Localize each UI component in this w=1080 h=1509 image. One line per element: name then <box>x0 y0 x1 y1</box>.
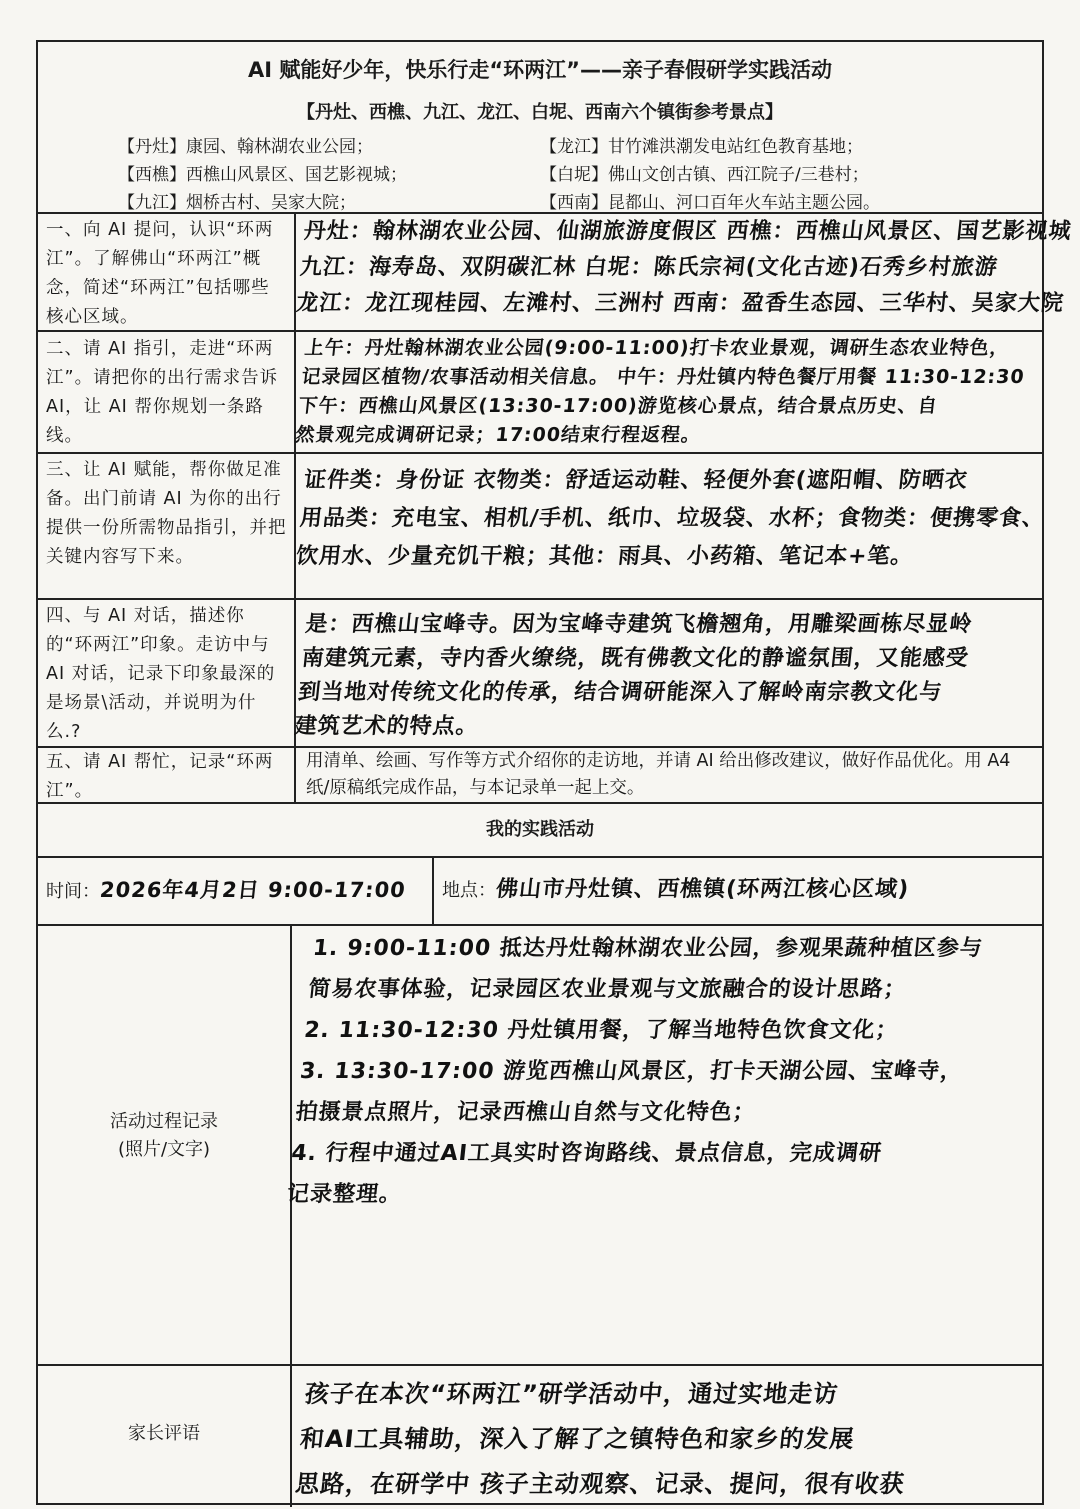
column-divider <box>290 924 292 1507</box>
task-1-answer: 丹灶：翰林湖农业公园、仙湖旅游度假区 西樵：西樵山风景区、国艺影视城 九江：海寿岛、双阴碳汇林 白坭：陈氏宗祠(文化古迹)石秀乡村旅游 龙江：龙江现桂园、左滩村、三洲村 西南：盈香生态园、三华村、吴家大院 <box>294 219 1073 316</box>
reference-heading: 【丹灶、西樵、九江、龙江、白坭、西南六个镇街参考景点】 <box>297 102 783 123</box>
place-value: 佛山市丹灶镇、西樵镇(环两江核心区域) <box>494 877 911 902</box>
page-title: AI 赋能好少年，快乐行走“环两江”——亲子春假研学实践活动 <box>248 58 832 82</box>
ref-longjiang: 【龙江】甘竹滩洪潮发电站红色教育基地； <box>540 137 863 157</box>
place-label: 地点： <box>442 880 496 901</box>
ref-jiujiang: 【九江】烟桥古村、吴家大院； <box>118 193 356 213</box>
process-record: 1. 9:00-11:00 抵达丹灶翰林湖农业公园，参观果蔬种植区参与 简易农事体验，记录园区农业景观与文旅融合的设计思路； 2. 11:30-12:30 丹灶镇用餐，了解当地特色饮食文化； 3. 13:30-17:00 游览西樵山风景区，打卡天湖公园、宝峰寺， 拍摄景点照片，记录西樵山自然与文化特色； 4. 行程中通过AI工具实时咨询路线、景点信息，完成调研 记录整理。 <box>285 936 985 1207</box>
task-5-prompt: 五、请 AI 帮忙，记录“环两江”。 <box>46 752 274 801</box>
row-divider <box>38 1364 1042 1366</box>
time-value: 2026年4月2日 9:00-17:00 <box>98 878 408 902</box>
task-4-prompt: 四、与 AI 对话，描述你的“环两江”印象。走访中与 AI 对话，记录下印象最深的是场景\活动，并说明为什么.? <box>46 606 276 742</box>
task-2-answer: 上午：丹灶翰林湖农业公园(9:00-11:00)打卡农业景观，调研生态农业特色， 记录园区植物/农事活动相关信息。 中午：丹灶镇内特色餐厅用餐 11:30-12:30 下午：西樵山风景区(13:30-17:00)游览核心景点，结合景点历史、自 然景观完成调研记录；17:00结束行程返程。 <box>294 337 1026 446</box>
time-label: 时间： <box>46 881 100 902</box>
column-divider <box>432 856 434 924</box>
ref-xinan: 【西南】昆都山、河口百年火车站主题公园。 <box>540 193 880 213</box>
process-label: 活动过程记录 (照片/文字) <box>110 1111 218 1160</box>
time-field <box>46 874 406 906</box>
row-divider <box>38 452 1042 454</box>
task-5-instructions: 用清单、绘画、写作等方式介绍你的走访地，并请 AI 给出修改建议，做好作品优化。用 A4 纸/原稿纸完成作品，与本记录单一起上交。 <box>306 751 1011 798</box>
parent-comment: 孩子在本次“环两江”研学活动中，通过实地走访 和AI工具辅助，深入了解了之镇特色和家乡的发展 思路，在研学中 孩子主动观察、记录、提问，很有收获 <box>293 1380 907 1498</box>
task-1-prompt: 一、向 AI 提问，认识“环两江”。了解佛山“环两江”概念，简述“环两江”包括哪些核心区域。 <box>46 220 274 327</box>
task-2-prompt: 二、请 AI 指引，走进“环两江”。请把你的出行需求告诉 AI，让 AI 帮你规划一条路线。 <box>46 339 279 446</box>
worksheet <box>36 40 1073 1505</box>
task-3-prompt: 三、让 AI 赋能，帮你做足准备。出门前请 AI 为你的出行提供一份所需物品指引，并把关键内容写下来。 <box>46 460 287 567</box>
task-4-answer: 是：西樵山宝峰寺。因为宝峰寺建筑飞檐翘角，用雕梁画栋尽显岭 南建筑元素，寺内香火缭绕，既有佛教文化的静谧氛围，又能感受 到当地对传统文化的传承，结合调研能深入了解岭南宗教文化与 建筑艺术的特点。 <box>293 612 974 739</box>
task-3-answer: 证件类：身份证 衣物类：舒适运动鞋、轻便外套(遮阳帽、防晒衣 用品类：充电宝、相机/手机、纸巾、垃圾袋、水杯；食物类：便携零食、 饮用水、少量充饥干粮；其他：雨具、小药箱、笔记本+笔。 <box>294 468 1047 569</box>
row-divider <box>38 598 1042 600</box>
row-divider <box>38 924 1042 926</box>
row-divider <box>38 856 1042 858</box>
ref-xiqiao: 【西樵】西樵山风景区、国艺影视城； <box>118 165 407 185</box>
parent-comment-label: 家长评语 <box>128 1423 200 1444</box>
ref-baini: 【白坭】佛山文创古镇、西江院子/三巷村； <box>540 165 869 185</box>
practice-section-title: 我的实践活动 <box>486 819 594 840</box>
ref-danzao: 【丹灶】康园、翰林湖农业公园； <box>118 137 373 157</box>
place-field <box>442 874 909 906</box>
